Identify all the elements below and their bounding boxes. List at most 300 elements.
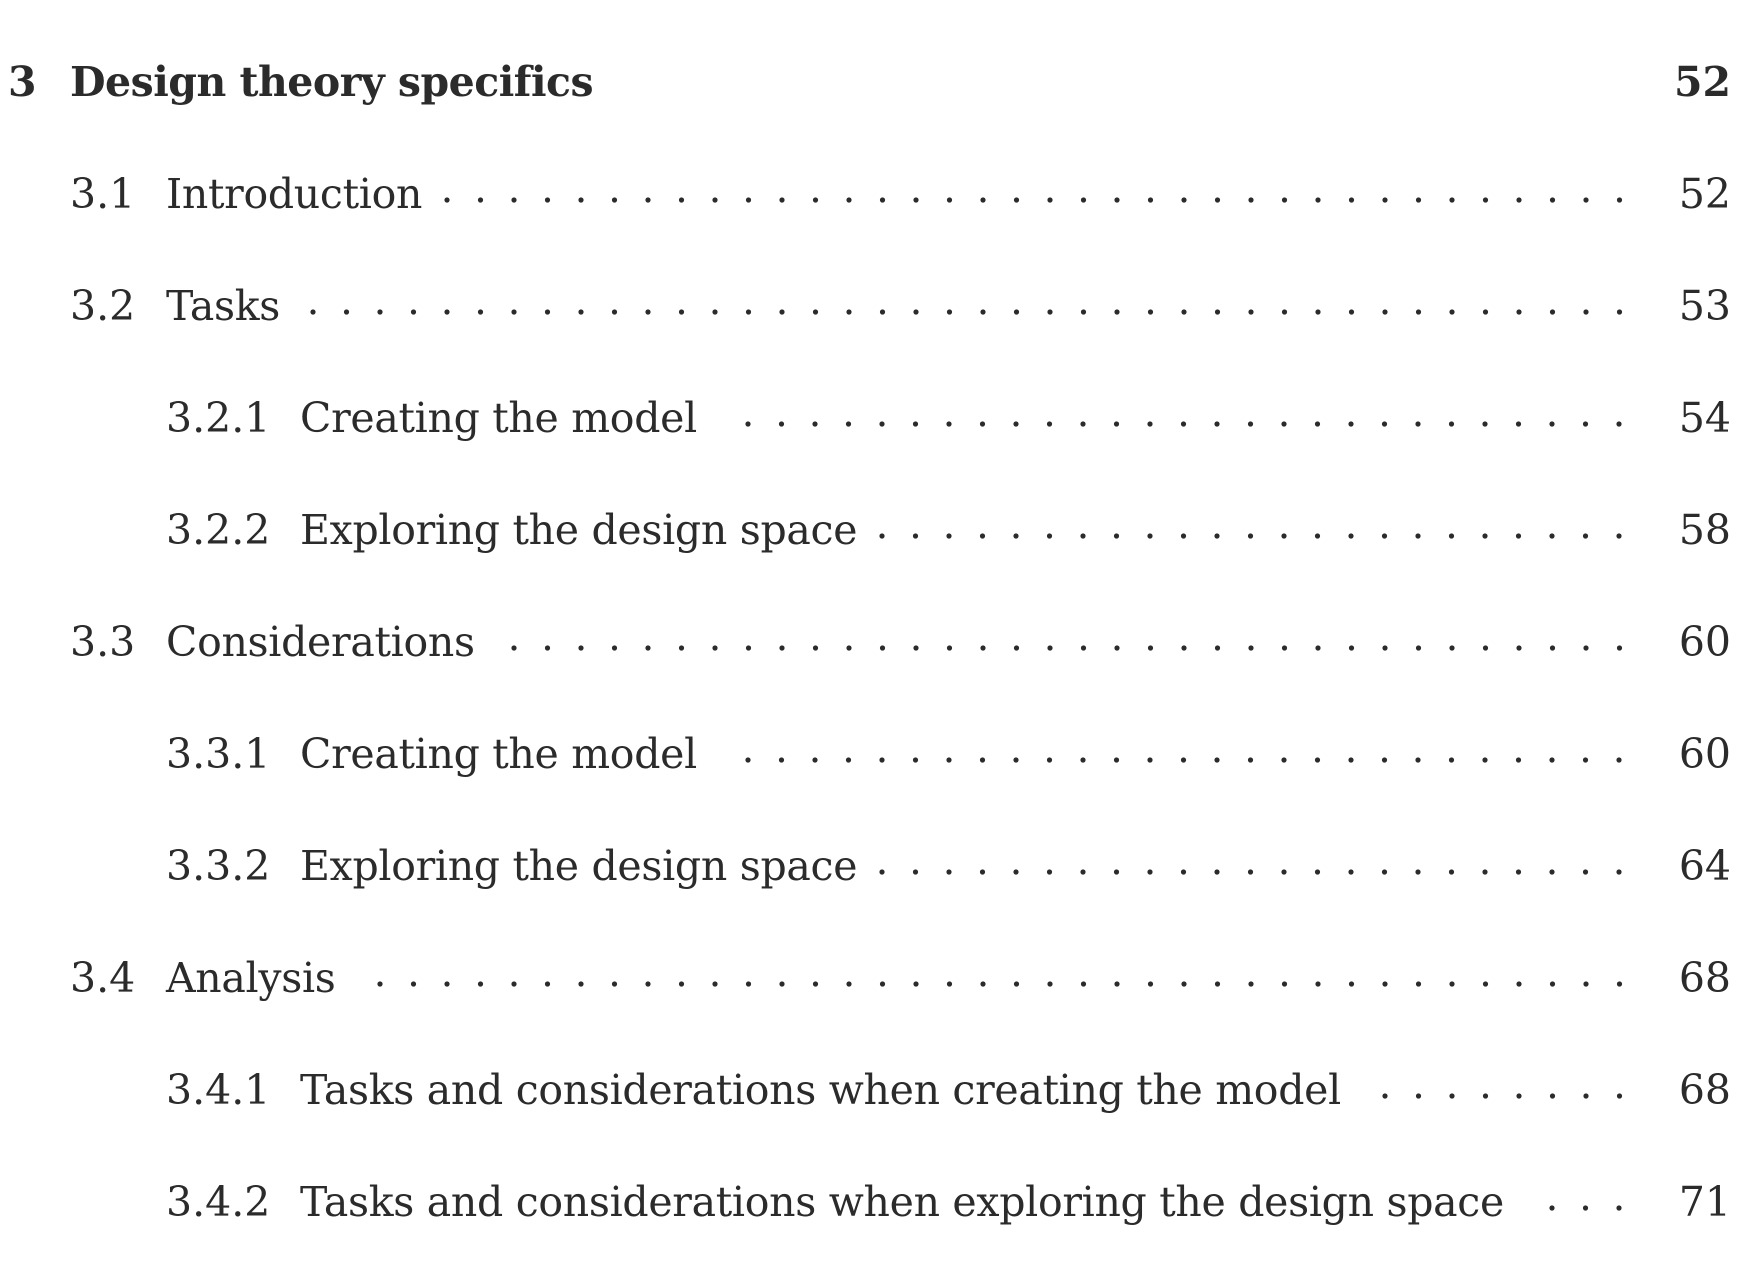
leader-dot (1114, 197, 1119, 202)
leader-dot (1516, 533, 1521, 538)
leader-dot (1248, 421, 1253, 426)
leader-dot (946, 869, 951, 874)
chapter-page-number: 52 (1673, 58, 1731, 106)
toc-entry[interactable] (0, 362, 1741, 474)
leader-dot (678, 981, 683, 986)
leader-dot (1181, 645, 1186, 650)
leader-dot (1616, 1205, 1621, 1210)
leader-dot (1248, 757, 1253, 762)
leader-dot (1214, 309, 1219, 314)
leader-dot (712, 309, 717, 314)
leader-dot (1114, 533, 1119, 538)
leader-dot (1047, 981, 1052, 986)
leader-dot (1281, 197, 1286, 202)
leader-dot (1516, 645, 1521, 650)
leader-dot (1449, 869, 1454, 874)
leader-dot (410, 981, 415, 986)
leader-dot (1516, 757, 1521, 762)
leader-dot (1147, 757, 1152, 762)
leader-dot (980, 645, 985, 650)
leader-dot (645, 645, 650, 650)
leader-dot (1415, 421, 1420, 426)
leader-dot (1382, 981, 1387, 986)
leader-dot (578, 309, 583, 314)
leader-dot (544, 309, 549, 314)
leader-dot (1382, 869, 1387, 874)
leader-dot (1013, 197, 1018, 202)
leader-dot (1315, 757, 1320, 762)
leader-dot (1281, 869, 1286, 874)
leader-dot (1382, 197, 1387, 202)
leader-dot (645, 309, 650, 314)
leader-dot (1482, 981, 1487, 986)
leader-dot (980, 533, 985, 538)
entry-title: Tasks (166, 282, 281, 330)
leader-dot (511, 645, 516, 650)
leader-dot (846, 421, 851, 426)
leader-dot (645, 197, 650, 202)
leader-dot (1583, 645, 1588, 650)
leader-dot (812, 645, 817, 650)
entry-number: 3.3.1 (166, 730, 271, 778)
leader-dot (1080, 309, 1085, 314)
leader-dot (1214, 421, 1219, 426)
leader-dot (1382, 1093, 1387, 1098)
leader-dot (812, 981, 817, 986)
leader-dot (745, 981, 750, 986)
leader-dot (1415, 757, 1420, 762)
leader-dot (946, 309, 951, 314)
leader-dot (1449, 533, 1454, 538)
leader-dot (1248, 645, 1253, 650)
leader-dot (946, 981, 951, 986)
leader-dot (846, 309, 851, 314)
leader-dot (980, 309, 985, 314)
leader-dot (1348, 757, 1353, 762)
entry-page-number: 71 (1678, 1178, 1731, 1226)
entry-number: 3.1 (70, 170, 136, 218)
leader-dot (1549, 757, 1554, 762)
leader-dot (310, 309, 315, 314)
leader-dot (1616, 645, 1621, 650)
leader-dot (1181, 981, 1186, 986)
leader-dot (1013, 645, 1018, 650)
entry-number: 3.4 (70, 954, 136, 1002)
leader-dot (879, 757, 884, 762)
entry-number: 3.2.1 (166, 394, 271, 442)
leader-dot (1583, 533, 1588, 538)
leader-dot (444, 981, 449, 986)
leader-dot (913, 309, 918, 314)
leader-dot (1315, 309, 1320, 314)
leader-dot (1516, 421, 1521, 426)
leader-dot (1013, 309, 1018, 314)
leader-dot (1080, 197, 1085, 202)
dot-leader (879, 510, 1630, 550)
leader-dot (1382, 309, 1387, 314)
leader-dot (1214, 533, 1219, 538)
leader-dot (846, 197, 851, 202)
leader-dot (1147, 197, 1152, 202)
leader-dot (1147, 533, 1152, 538)
leader-dot (946, 757, 951, 762)
leader-dot (879, 309, 884, 314)
leader-dot (1583, 1205, 1588, 1210)
toc-entry[interactable] (0, 698, 1741, 810)
leader-dot (1415, 981, 1420, 986)
leader-dot (645, 981, 650, 986)
leader-dot (1616, 533, 1621, 538)
entry-title: Creating the model (300, 394, 697, 442)
leader-dot (946, 197, 951, 202)
leader-dot (1549, 533, 1554, 538)
leader-dot (1080, 533, 1085, 538)
leader-dot (578, 981, 583, 986)
entry-page-number: 58 (1678, 506, 1731, 554)
leader-dot (745, 309, 750, 314)
leader-dot (1281, 757, 1286, 762)
leader-dot (1449, 197, 1454, 202)
leader-dot (1449, 645, 1454, 650)
leader-dot (913, 421, 918, 426)
leader-dot (1516, 1093, 1521, 1098)
leader-dot (1114, 645, 1119, 650)
leader-dot (1047, 309, 1052, 314)
entry-page-number: 68 (1678, 1066, 1731, 1114)
leader-dot (779, 197, 784, 202)
leader-dot (1281, 421, 1286, 426)
dot-leader (745, 734, 1630, 774)
leader-dot (712, 981, 717, 986)
leader-dot (1549, 421, 1554, 426)
leader-dot (1549, 1093, 1554, 1098)
dot-leader (745, 398, 1630, 438)
leader-dot (1482, 197, 1487, 202)
leader-dot (1281, 645, 1286, 650)
leader-dot (980, 869, 985, 874)
leader-dot (779, 645, 784, 650)
leader-dot (1382, 757, 1387, 762)
entry-title: Tasks and considerations when exploring the design space (300, 1178, 1504, 1226)
leader-dot (1181, 869, 1186, 874)
leader-dot (779, 757, 784, 762)
leader-dot (1181, 421, 1186, 426)
leader-dot (544, 981, 549, 986)
leader-dot (1147, 981, 1152, 986)
leader-dot (1013, 421, 1018, 426)
leader-dot (1616, 869, 1621, 874)
leader-dot (980, 197, 985, 202)
leader-dot (1583, 1093, 1588, 1098)
leader-dot (1248, 981, 1253, 986)
leader-dot (1147, 421, 1152, 426)
leader-dot (1382, 645, 1387, 650)
leader-dot (1013, 981, 1018, 986)
leader-dot (1549, 981, 1554, 986)
leader-dot (1013, 869, 1018, 874)
leader-dot (846, 645, 851, 650)
leader-dot (1348, 981, 1353, 986)
leader-dot (544, 197, 549, 202)
leader-dot (1516, 869, 1521, 874)
leader-dot (946, 645, 951, 650)
chapter-title: Design theory specifics (70, 58, 594, 106)
leader-dot (678, 309, 683, 314)
entry-title: Creating the model (300, 730, 697, 778)
leader-dot (1616, 309, 1621, 314)
leader-dot (1583, 421, 1588, 426)
leader-dot (879, 197, 884, 202)
leader-dot (678, 645, 683, 650)
leader-dot (1482, 309, 1487, 314)
leader-dot (1214, 981, 1219, 986)
leader-dot (477, 197, 482, 202)
leader-dot (1348, 309, 1353, 314)
leader-dot (1449, 757, 1454, 762)
leader-dot (779, 981, 784, 986)
leader-dot (1047, 197, 1052, 202)
toc-entry[interactable] (0, 586, 1741, 698)
toc-entry[interactable] (0, 250, 1741, 362)
leader-dot (745, 197, 750, 202)
leader-dot (1047, 757, 1052, 762)
leader-dot (477, 981, 482, 986)
leader-dot (1482, 645, 1487, 650)
leader-dot (1549, 197, 1554, 202)
entry-number: 3.4.2 (166, 1178, 271, 1226)
leader-dot (1482, 1093, 1487, 1098)
leader-dot (678, 197, 683, 202)
leader-dot (1616, 421, 1621, 426)
leader-dot (1080, 869, 1085, 874)
leader-dot (1080, 421, 1085, 426)
leader-dot (1315, 197, 1320, 202)
leader-dot (1482, 421, 1487, 426)
entry-title: Exploring the design space (300, 842, 858, 890)
leader-dot (1583, 869, 1588, 874)
toc-entry[interactable] (0, 474, 1741, 586)
leader-dot (1482, 869, 1487, 874)
leader-dot (1382, 533, 1387, 538)
leader-dot (1114, 421, 1119, 426)
leader-dot (1214, 645, 1219, 650)
leader-dot (1583, 309, 1588, 314)
leader-dot (1147, 645, 1152, 650)
leader-dot (1449, 1093, 1454, 1098)
leader-dot (712, 197, 717, 202)
leader-dot (1415, 309, 1420, 314)
leader-dot (1181, 757, 1186, 762)
leader-dot (879, 869, 884, 874)
leader-dot (1616, 757, 1621, 762)
leader-dot (1013, 757, 1018, 762)
leader-dot (1114, 757, 1119, 762)
leader-dot (1047, 869, 1052, 874)
leader-dot (812, 757, 817, 762)
leader-dot (980, 981, 985, 986)
leader-dot (1281, 309, 1286, 314)
dot-leader (1549, 1182, 1630, 1222)
leader-dot (779, 309, 784, 314)
leader-dot (1181, 197, 1186, 202)
leader-dot (1047, 533, 1052, 538)
toc-entry[interactable] (0, 1034, 1741, 1146)
entry-number: 3.2.2 (166, 506, 271, 554)
leader-dot (745, 757, 750, 762)
leader-dot (1348, 645, 1353, 650)
leader-dot (544, 645, 549, 650)
leader-dot (1315, 533, 1320, 538)
leader-dot (1482, 533, 1487, 538)
entry-number: 3.4.1 (166, 1066, 271, 1114)
entry-page-number: 52 (1678, 170, 1731, 218)
leader-dot (1449, 981, 1454, 986)
leader-dot (913, 533, 918, 538)
leader-dot (1315, 981, 1320, 986)
leader-dot (779, 421, 784, 426)
leader-dot (712, 645, 717, 650)
entry-title: Considerations (166, 618, 475, 666)
leader-dot (1248, 533, 1253, 538)
leader-dot (812, 197, 817, 202)
entry-page-number: 68 (1678, 954, 1731, 1002)
leader-dot (1583, 197, 1588, 202)
leader-dot (511, 309, 516, 314)
leader-dot (1415, 645, 1420, 650)
leader-dot (1616, 197, 1621, 202)
dot-leader (377, 958, 1631, 998)
leader-dot (1080, 645, 1085, 650)
toc-entry[interactable] (0, 1146, 1741, 1258)
entry-title: Tasks and considerations when creating the model (300, 1066, 1341, 1114)
leader-dot (611, 645, 616, 650)
entry-page-number: 60 (1678, 730, 1731, 778)
dot-leader (310, 286, 1631, 326)
leader-dot (1248, 197, 1253, 202)
leader-dot (1047, 645, 1052, 650)
leader-dot (1281, 533, 1286, 538)
leader-dot (1047, 421, 1052, 426)
leader-dot (1348, 869, 1353, 874)
leader-dot (1382, 421, 1387, 426)
leader-dot (1080, 757, 1085, 762)
leader-dot (611, 309, 616, 314)
leader-dot (1248, 309, 1253, 314)
leader-dot (611, 197, 616, 202)
leader-dot (1415, 869, 1420, 874)
chapter-number: 3 (8, 58, 37, 106)
leader-dot (1114, 869, 1119, 874)
toc-entry[interactable] (0, 810, 1741, 922)
leader-dot (879, 421, 884, 426)
leader-dot (1516, 197, 1521, 202)
leader-dot (1315, 645, 1320, 650)
entry-number: 3.3.2 (166, 842, 271, 890)
entry-page-number: 54 (1678, 394, 1731, 442)
entry-title: Exploring the design space (300, 506, 858, 554)
leader-dot (578, 645, 583, 650)
leader-dot (1616, 1093, 1621, 1098)
leader-dot (745, 421, 750, 426)
entry-page-number: 60 (1678, 618, 1731, 666)
dot-leader (879, 846, 1630, 886)
leader-dot (1516, 981, 1521, 986)
dot-leader (511, 622, 1631, 662)
leader-dot (1348, 197, 1353, 202)
leader-dot (980, 757, 985, 762)
leader-dot (1114, 981, 1119, 986)
leader-dot (444, 309, 449, 314)
leader-dot (511, 981, 516, 986)
dot-leader (1382, 1070, 1631, 1110)
leader-dot (1214, 197, 1219, 202)
leader-dot (1549, 869, 1554, 874)
leader-dot (410, 309, 415, 314)
leader-dot (1147, 869, 1152, 874)
leader-dot (879, 533, 884, 538)
leader-dot (913, 757, 918, 762)
leader-dot (1549, 1205, 1554, 1210)
leader-dot (1449, 421, 1454, 426)
leader-dot (377, 309, 382, 314)
leader-dot (913, 869, 918, 874)
entry-title: Analysis (166, 954, 336, 1002)
leader-dot (1013, 533, 1018, 538)
leader-dot (511, 197, 516, 202)
entry-page-number: 53 (1678, 282, 1731, 330)
leader-dot (1281, 981, 1286, 986)
dot-leader (444, 174, 1631, 214)
leader-dot (879, 645, 884, 650)
leader-dot (879, 981, 884, 986)
leader-dot (1315, 421, 1320, 426)
leader-dot (343, 309, 348, 314)
entry-number: 3.2 (70, 282, 136, 330)
leader-dot (1315, 869, 1320, 874)
leader-dot (745, 645, 750, 650)
leader-dot (1214, 869, 1219, 874)
leader-dot (1080, 981, 1085, 986)
toc-chapter-entry[interactable] (0, 26, 1741, 138)
leader-dot (913, 197, 918, 202)
leader-dot (1549, 645, 1554, 650)
leader-dot (1415, 1093, 1420, 1098)
leader-dot (1415, 197, 1420, 202)
leader-dot (812, 309, 817, 314)
leader-dot (1181, 533, 1186, 538)
leader-dot (477, 309, 482, 314)
toc-entry[interactable] (0, 138, 1741, 250)
leader-dot (1147, 309, 1152, 314)
leader-dot (812, 421, 817, 426)
leader-dot (611, 981, 616, 986)
leader-dot (913, 645, 918, 650)
leader-dot (946, 533, 951, 538)
leader-dot (1583, 981, 1588, 986)
leader-dot (1516, 309, 1521, 314)
entry-page-number: 64 (1678, 842, 1731, 890)
toc-entry[interactable] (0, 922, 1741, 1034)
leader-dot (946, 421, 951, 426)
leader-dot (1449, 309, 1454, 314)
leader-dot (980, 421, 985, 426)
leader-dot (444, 197, 449, 202)
leader-dot (846, 757, 851, 762)
entry-number: 3.3 (70, 618, 136, 666)
leader-dot (913, 981, 918, 986)
leader-dot (1114, 309, 1119, 314)
leader-dot (1549, 309, 1554, 314)
